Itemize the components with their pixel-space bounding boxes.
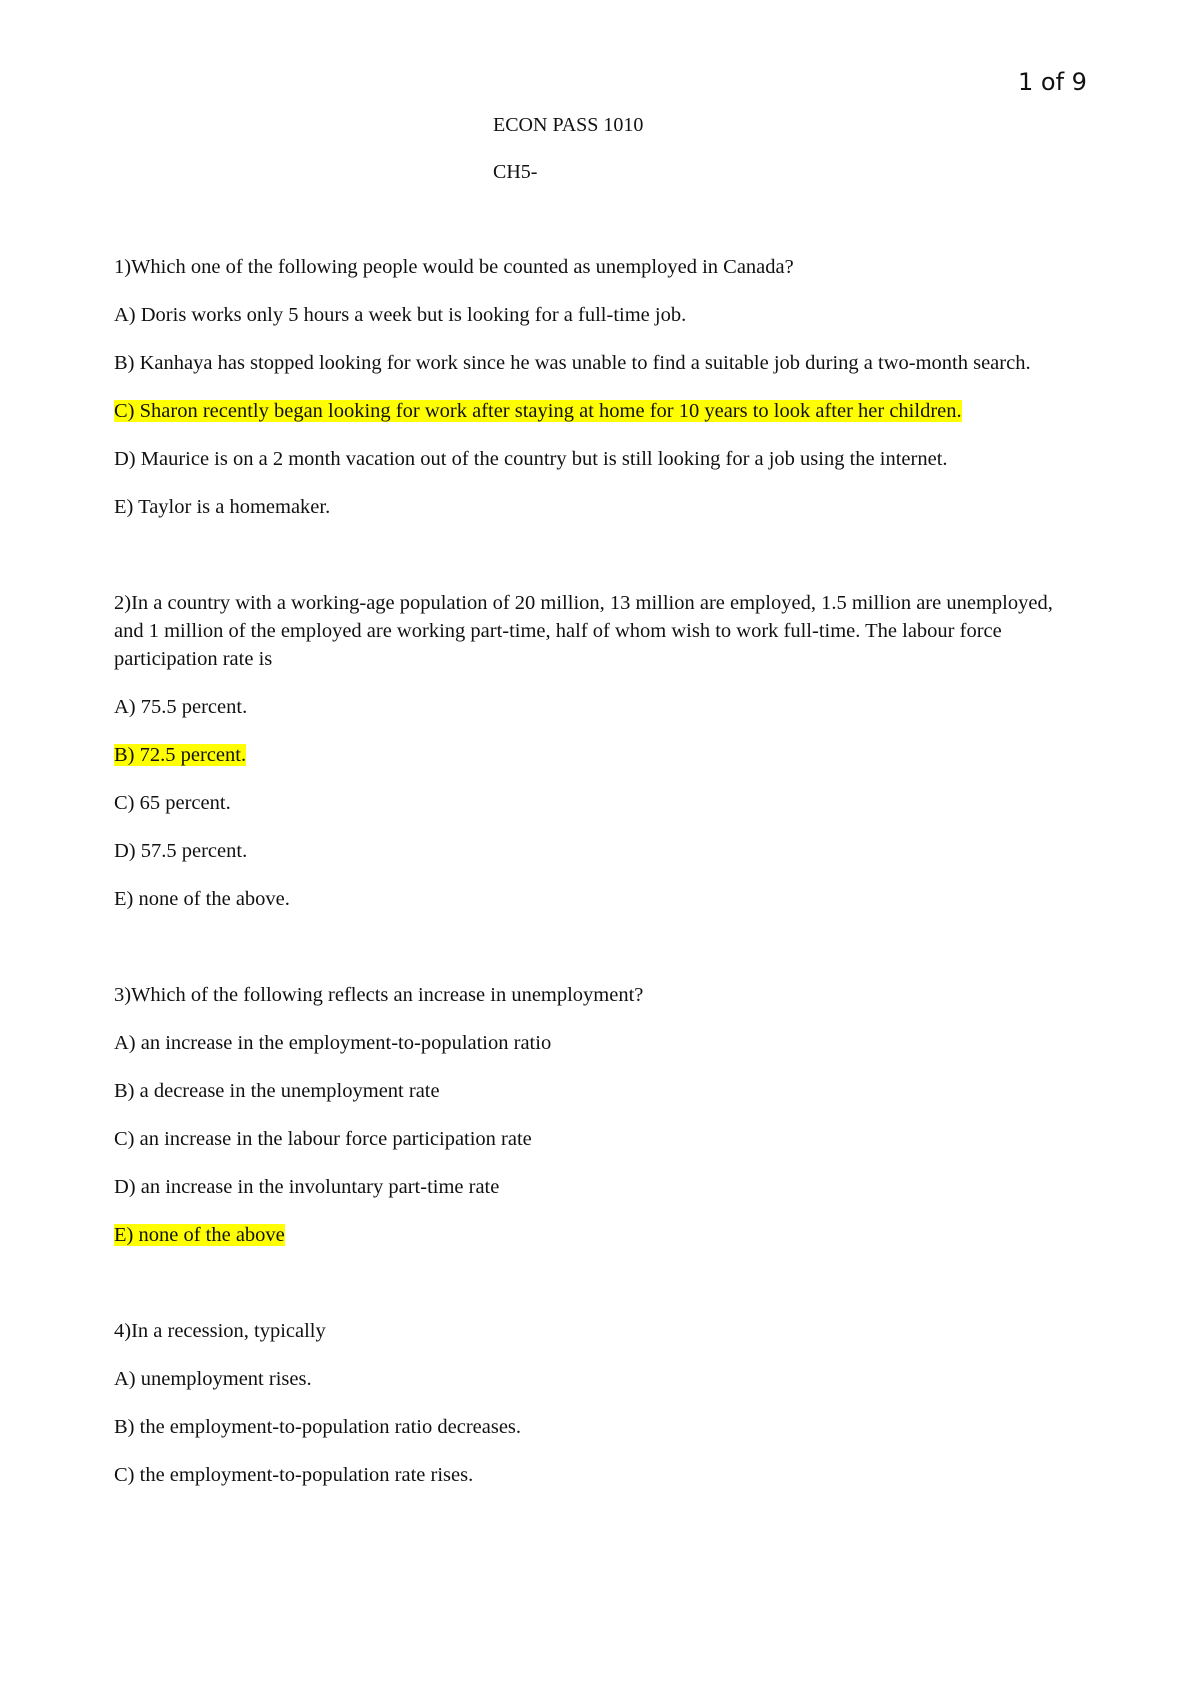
question-3 [114,981,1074,1249]
question-stem: 2)In a country with a working-age population of 20 million, 13 million are employed, 1.5 million are unemployed, and 1 million of the employed are working part-time, half of whom wish to work full-time. The labour force participation rate is [114,592,1053,670]
spacer [114,933,1074,981]
answer-option: C) an increase in the labour force participation rate [114,1128,532,1150]
question-stem: 4)In a recession, typically [114,1320,326,1342]
question-2 [114,589,1074,913]
answer-option: B) a decrease in the unemployment rate [114,1080,440,1102]
page-number: 1 of 9 [1018,68,1087,96]
question-stem: 1)Which one of the following people would be counted as unemployed in Canada? [114,256,794,278]
answer-option: D) an increase in the involuntary part-time rate [114,1176,500,1198]
answer-option-highlighted [114,397,1074,425]
highlight-mark: E) none of the above [114,1224,285,1246]
question-4 [114,1317,1074,1489]
document-title: ECON PASS 1010 [493,114,644,136]
answer-option: A) an increase in the employment-to-population ratio [114,1032,552,1054]
spacer [114,1269,1074,1317]
answer-option: E) none of the above. [114,888,290,910]
question-stem: 3)Which of the following reflects an increase in unemployment? [114,984,644,1006]
spacer [114,541,1074,589]
answer-option: A) Doris works only 5 hours a week but is looking for a full-time job. [114,304,687,326]
highlight-mark: B) 72.5 percent. [114,744,247,766]
answer-option: E) Taylor is a homemaker. [114,496,331,518]
answer-option: A) 75.5 percent. [114,696,248,718]
answer-option: B) Kanhaya has stopped looking for work since he was unable to find a suitable job during a two-month search. [114,352,1031,374]
question-list [114,253,1074,1509]
answer-option-highlighted [114,741,1074,769]
answer-option: C) 65 percent. [114,792,231,814]
answer-option: C) the employment-to-population rate rises. [114,1464,474,1486]
document-chapter: CH5- [493,161,538,183]
answer-option-highlighted [114,1221,1074,1249]
answer-option: A) unemployment rises. [114,1368,312,1390]
answer-option: D) 57.5 percent. [114,840,248,862]
answer-option: B) the employment-to-population ratio decreases. [114,1416,522,1438]
question-1 [114,253,1074,521]
highlight-mark: C) Sharon recently began looking for work after staying at home for 10 years to look after her children. [114,400,962,422]
answer-option: D) Maurice is on a 2 month vacation out of the country but is still looking for a job using the internet. [114,448,948,470]
